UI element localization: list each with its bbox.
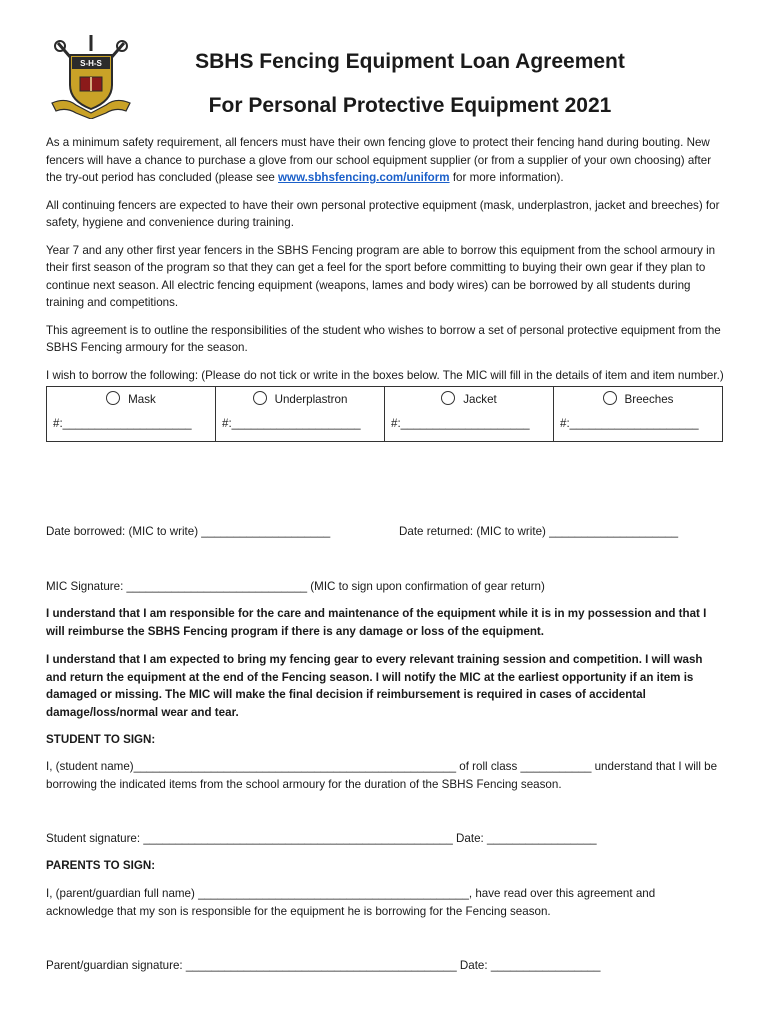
equipment-cell-mask: Mask #:____________________ [47, 387, 216, 442]
mic-signature-field[interactable]: MIC Signature: ____________________________ (MIC to sign upon confirmation of gear return) [46, 580, 545, 593]
parent-statement-field[interactable]: I, (parent/guardian full name) __________________________________________, have read over this agreement and acknowledge that my son is responsible for the equipment he is borrowing for the Fencing season. [46, 887, 656, 918]
intro-paragraph-instructions: I wish to borrow the following: (Please do not tick or write in the boxes below. The MIC will fill in the details of item and item number.) [46, 368, 724, 382]
intro-paragraph-purpose: This agreement is to outline the responsibilities of the student who wishes to borrow a set of personal protective equipment from the SBHS Fencing armoury for the season. [46, 323, 721, 354]
parent-signature-field[interactable]: Parent/guardian signature: __________________________________________ Date: _________________ [46, 959, 601, 972]
uniform-link[interactable]: www.sbhsfencing.com/uniform [278, 171, 450, 184]
document-title: SBHS Fencing Equipment Loan Agreement [195, 50, 625, 73]
equipment-cell-jacket: Jacket #:____________________ [385, 387, 554, 442]
underplastron-number-field[interactable]: #:____________________ [222, 417, 361, 430]
terms-return-paragraph: I understand that I am expected to bring my fencing gear to every relevant training session and competition. I will wash and return the equipment at the end of the Fencing season. I will notify the MIC at the earliest opportunity if an item is damaged or missing. The MIC will make the final decision if reimbursement is required in cases of accidental damage/loss/normal wear and tear. [46, 653, 703, 719]
breeches-radio[interactable] [603, 391, 617, 405]
agreement-body [46, 134, 726, 442]
date-borrowed-field[interactable]: Date borrowed: (MIC to write) ____________________ [46, 525, 331, 538]
student-statement-field[interactable]: I, (student name)__________________________________________________ of roll class ___________ understand that I will be borrowing the indicated items from the school armoury for the duration of the SBHS Fencing season. [46, 760, 718, 791]
date-fields [46, 523, 726, 541]
document-subtitle: For Personal Protective Equipment 2021 [208, 94, 612, 117]
equipment-cell-breeches: Breeches #:____________________ [554, 387, 723, 442]
student-heading: STUDENT TO SIGN: [46, 733, 156, 746]
breeches-number-field[interactable]: #:____________________ [560, 417, 699, 430]
jacket-radio[interactable] [441, 391, 455, 405]
student-signature-field[interactable]: Student signature: ________________________________________________ Date: _________________ [46, 832, 597, 845]
intro-paragraph-year7: Year 7 and any other first year fencers in the SBHS Fencing program are able to borrow this equipment from the school armoury in their first season of the program so that they can get a feel for the sport before committing to buying their own gear if they plan to continue next season. All electric fencing equipment (weapons, lames and body wires) can be borrowed by all students during training and competitions. [46, 243, 716, 309]
parents-heading: PARENTS TO SIGN: [46, 859, 156, 872]
date-returned-field[interactable]: Date returned: (MIC to write) ____________________ [399, 525, 679, 538]
intro-paragraph-ppe: All continuing fencers are expected to have their own personal protective equipment (mask, underplastron, jacket and breeches) for safety, hygiene and convenience during training. [46, 198, 720, 229]
school-crest-icon [46, 33, 136, 119]
jacket-number-field[interactable]: #:____________________ [391, 417, 530, 430]
equipment-table [46, 386, 723, 442]
equipment-cell-underplastron: Underplastron #:____________________ [216, 387, 385, 442]
terms-care-paragraph: I understand that I am responsible for the care and maintenance of the equipment while it is in my possession and that I will reimburse the SBHS Fencing program if there is any damage or loss of the equipment. [46, 607, 707, 638]
intro-paragraph-glove: As a minimum safety requirement, all fencers must have their own fencing glove to protect their fencing hand during bouting. New fencers will have a chance to purchase a glove from our school equipment supplier (or from a supplier of your own choosing) after the try-out period has concluded (please see www.sbhsfencing.com/uniform for more information). [46, 136, 712, 184]
underplastron-radio[interactable] [253, 391, 267, 405]
mask-number-field[interactable]: #:____________________ [53, 417, 192, 430]
svg-text:S-H-S: S-H-S [80, 59, 102, 68]
mask-radio[interactable] [106, 391, 120, 405]
